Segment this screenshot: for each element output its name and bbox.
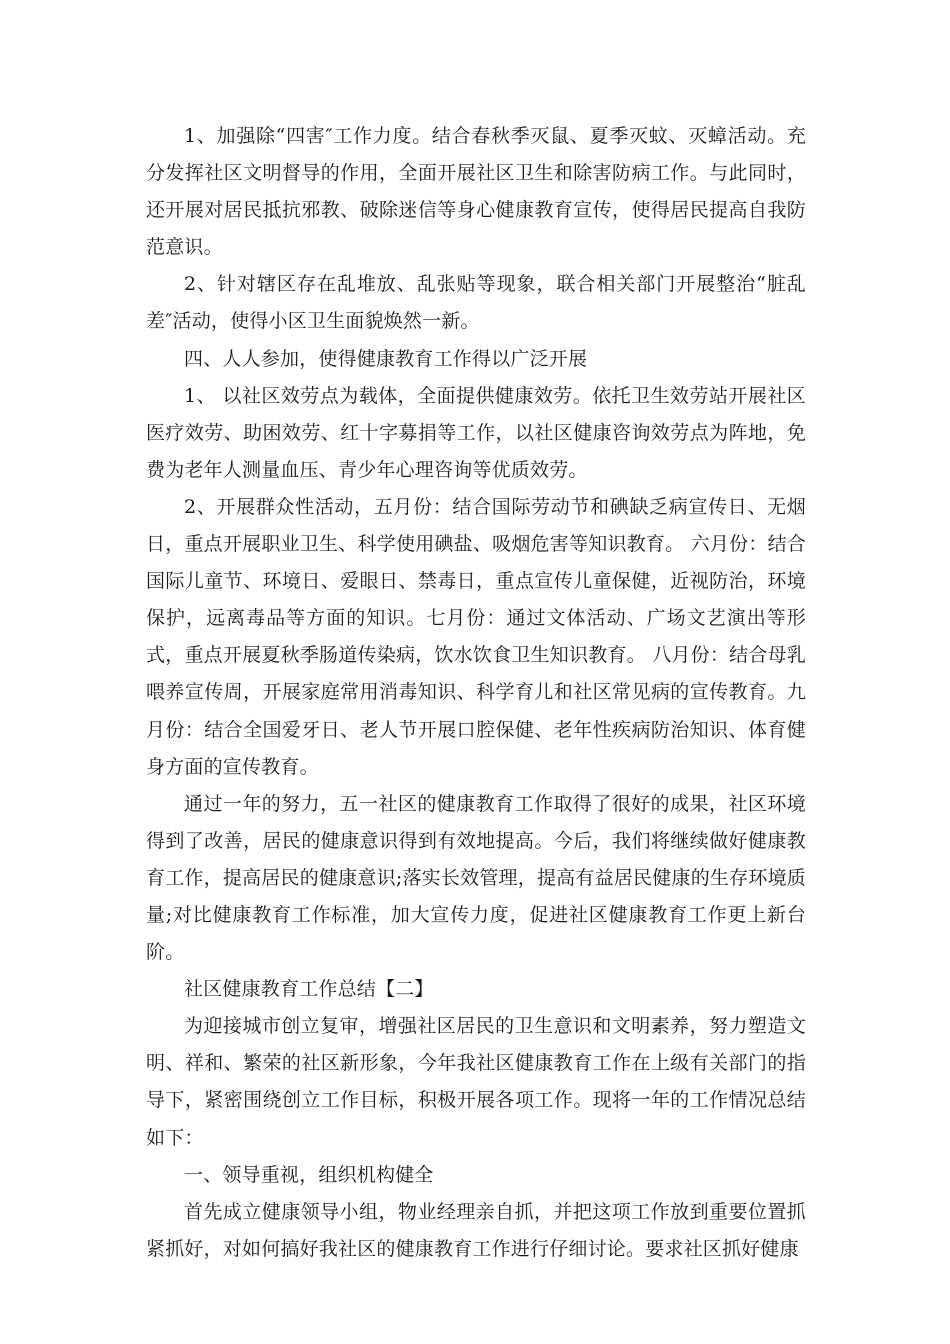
paragraph-service-points: 1、 以社区效劳点为载体，全面提供健康效劳。依托卫生效劳站开展社区医疗效劳、助困效劳、红十字募捐等工作，以社区健康咨询效劳点为阵地，免费为老年人测量血压、青少年心理咨询等优质效劳。 (146, 384, 806, 481)
paragraph-intro-two: 为迎接城市创立复审，增强社区居民的卫生意识和文明素养，努力塑造文明、祥和、繁荣的社区新形象，今年我社区健康教育工作在上级有关部门的指导下，紧密围绕创立工作目标，积极开展各项工作。现将一年的工作情况总结如下： (146, 1015, 806, 1149)
section-heading-four: 四、人人参加，使得健康教育工作得以广泛开展 (184, 347, 588, 370)
paragraph-mass-activities: 2、开展群众性活动，五月份：结合国际劳动节和碘缺乏病宣传日、无烟日，重点开展职业卫生、科学使用碘盐、吸烟危害等知识教育。 六月份：结合国际儿童节、环境日、爱眼日、禁毒日，重点宣传儿童保健，近视防治，环境保护，远离毒品等方面的知识。七月份：通过文体活动、广场文艺演出等形式，重点开展夏秋季肠道传染病，饮水饮食卫生知识教育。 八月份：结合母乳喂养宣传周，开展家庭常用消毒知识、科学育儿和社区常见病的宣传教育。九月份：结合全国爱牙日、老人节开展口腔保健、老年性疾病防治知识、体育健身方面的宣传教育。 (146, 495, 806, 778)
document-title-two: 社区健康教育工作总结【二】 (184, 978, 434, 1001)
section-heading-one: 一、领导重视，组织机构健全 (184, 1163, 434, 1186)
paragraph-conclusion: 通过一年的努力，五一社区的健康教育工作取得了很好的成果，社区环境得到了改善，居民的健康意识得到有效地提高。今后，我们将继续做好健康教育工作，提高居民的健康意识;落实长效管理，提高有益居民健康的生存环境质量;对比健康教育工作标准，加大宣传力度，促进社区健康教育工作更上新台阶。 (146, 792, 806, 964)
paragraph-leadership: 首先成立健康领导小组，物业经理亲自抓，并把这项工作放到重要位置抓紧抓好，对如何搞好我社区的健康教育工作进行仔细讨论。要求社区抓好健康 (146, 1200, 806, 1260)
paragraph-rectification: 2、针对辖区存在乱堆放、乱张贴等现象，联合相关部门开展整治“脏乱差″活动，使得小区卫生面貌焕然一新。 (146, 273, 806, 333)
document-page (146, 118, 806, 1268)
paragraph-pest-control: 1、加强除“四害″工作力度。结合春秋季灭鼠、夏季灭蚊、灭蟑活动。充分发挥社区文明督导的作用，全面开展社区卫生和除害防病工作。与此同时，还开展对居民抵抗邪教、破除迷信等身心健康教育宣传，使得居民提高自我防范意识。 (146, 125, 806, 259)
